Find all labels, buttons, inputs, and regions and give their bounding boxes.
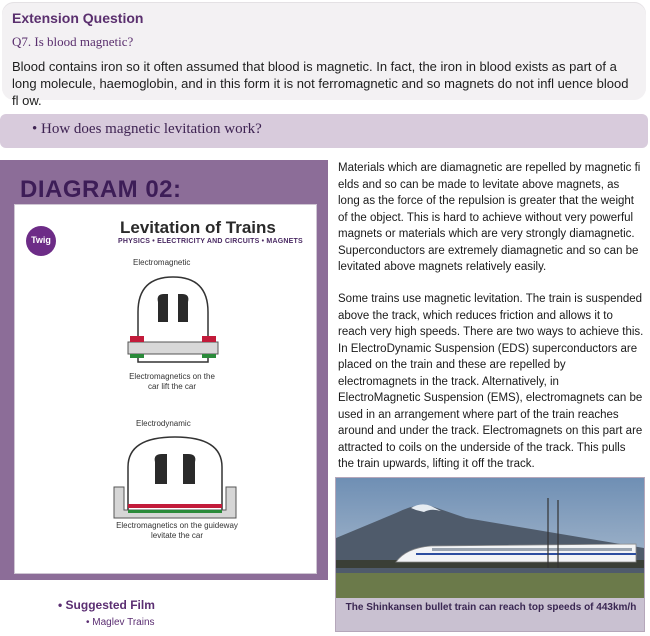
extension-body: Blood contains iron so it often assumed that blood is magnetic. In fact, the iron in blood exists as part of a long molecule, haemoglobin, and in this form it is not ferromagnetic and so magnets do not infl uence blood fl ow. [12,59,629,108]
electrodynamic-train-illustration [110,432,240,520]
label-electrodynamic: Electrodynamic [136,419,191,428]
section-heading: • How does magnetic levitation work? [32,121,262,137]
electromagnetic-train-illustration [118,272,228,372]
levitation-title: Levitation of Trains [120,218,276,237]
label-electromagnetic: Electromagnetic [133,258,191,267]
suggested-film-title: • Suggested Film [58,598,155,612]
extension-title: Extension Question [12,10,144,26]
levitation-subtitle: PHYSICS • ELECTRICITY AND CIRCUITS • MAGNETS [118,238,303,245]
extension-question: Q7. Is blood magnetic? [12,34,134,49]
paragraph-diamagnetic: Materials which are diamagnetic are repelled by magnetic fi elds and so can be made to levitate above magnets, as long as the force of the repulsion is greater that the weight of the object. This is hard to achieve without very powerful magnets or materials which are very strongly diamagnetic. Superconductors are extremely diamagnetic and so can be levitated above magnets relatively easily. [338,162,641,273]
suggested-film-item: • Maglev Trains [86,617,155,628]
twig-logo-text: Twig [31,235,51,245]
diagram-title: DIAGRAM 02: [20,176,182,203]
caption-electrodynamic: Electromagnetics on the guideway levitate the car [116,521,238,540]
photo-caption: The Shinkansen bullet train can reach top speeds of 443km/h [345,602,637,613]
paragraph-maglev-trains: Some trains use magnetic levitation. The train is suspended above the track, which reduces friction and allows it to reach very high speeds. There are two ways to achieve this. In ElectroDynamic Suspension (EDS) superconductors are placed on the train and these are repelled by electromagnets in the track. Alternatively, in ElectroMagnetic Suspension (EMS), electromagnets can be used in an arrangement where part of the train reaches around and under the track. Electromagnets on this part are attracted to coils on the underside of the track. This pulls the train upwards, lifting it off the track. [338,293,644,470]
caption-electromagnetic: Electromagnetics on the car lift the car [129,372,215,391]
